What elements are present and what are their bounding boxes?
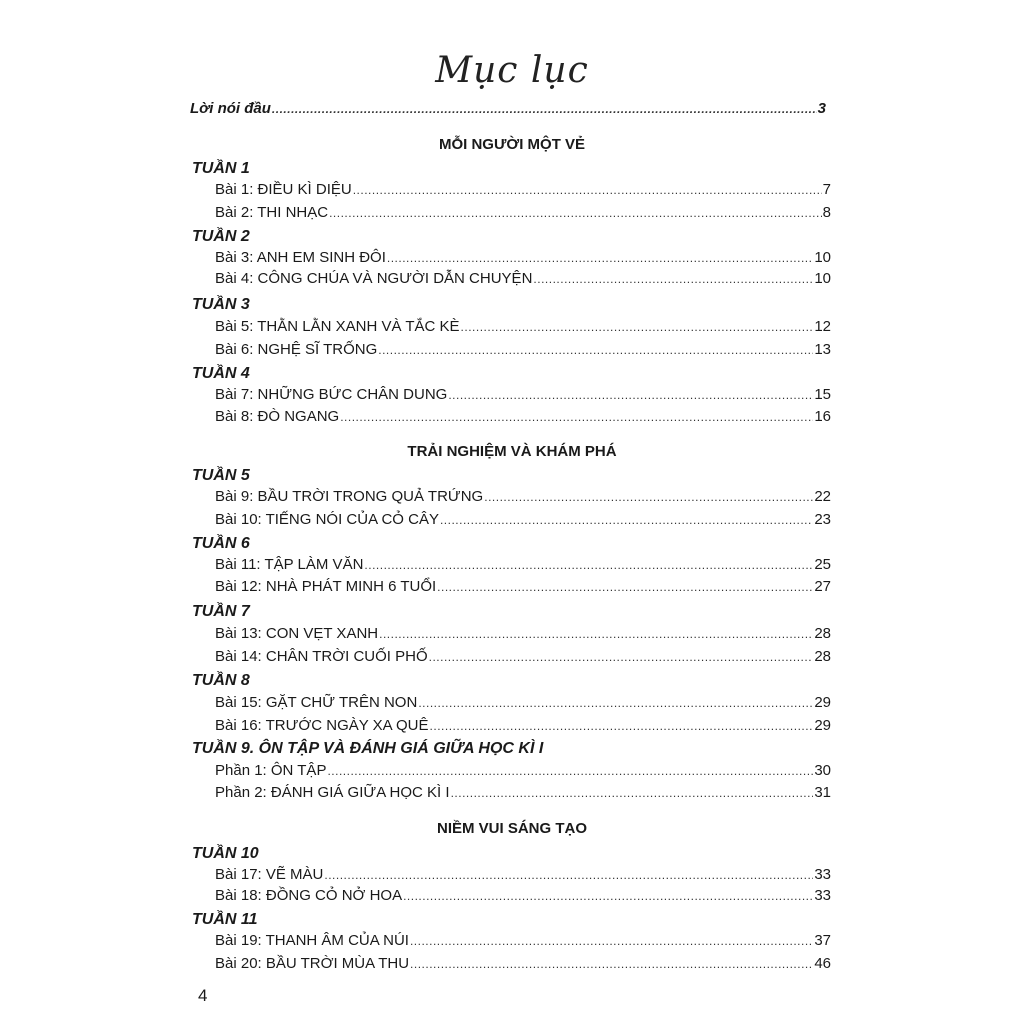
entry-page: 28 xyxy=(814,625,831,642)
entry-label: Bài 8: ĐÒ NGANG xyxy=(215,408,340,425)
toc-entry[interactable] xyxy=(215,556,831,573)
entry-page: 16 xyxy=(814,408,831,425)
entry-label: Bài 6: NGHỆ SĨ TRỐNG xyxy=(215,341,378,358)
dot-leader xyxy=(430,719,814,733)
toc-entry[interactable] xyxy=(215,955,831,972)
toc-entry[interactable] xyxy=(215,932,831,949)
entry-page: 37 xyxy=(814,932,831,949)
dot-leader xyxy=(440,513,813,527)
entry-page: 30 xyxy=(814,762,831,779)
toc-title: Mục lục xyxy=(435,50,589,91)
entry-page: 8 xyxy=(822,204,831,221)
entry-page: 22 xyxy=(814,488,831,505)
dot-leader xyxy=(418,696,813,710)
entry-page: 33 xyxy=(814,866,831,883)
toc-entry[interactable] xyxy=(215,488,831,505)
entry-label: Bài 12: NHÀ PHÁT MINH 6 TUỔI xyxy=(215,578,437,595)
toc-entry[interactable] xyxy=(215,717,831,734)
week-heading: TUẦN 6 xyxy=(192,535,250,552)
toc-entry[interactable] xyxy=(215,784,831,801)
entry-label: Bài 10: TIẾNG NÓI CỦA CỎ CÂY xyxy=(215,511,439,528)
entry-page: 13 xyxy=(814,341,831,358)
toc-entry[interactable] xyxy=(215,625,831,642)
dot-leader xyxy=(272,102,817,116)
week-heading: TUẦN 8 xyxy=(192,672,250,689)
week-heading: TUẦN 7 xyxy=(192,603,250,620)
dot-leader xyxy=(448,388,813,402)
entry-label: Bài 4: CÔNG CHÚA VÀ NGƯỜI DẪN CHUYỆN xyxy=(215,270,533,287)
entry-page: 29 xyxy=(814,694,831,711)
dot-leader xyxy=(378,343,813,357)
toc-entry[interactable] xyxy=(215,866,831,883)
toc-entry[interactable] xyxy=(215,204,831,221)
toc-entry[interactable] xyxy=(215,318,831,335)
entry-label: Bài 17: VẼ MÀU xyxy=(215,866,324,883)
entry-page: 46 xyxy=(814,955,831,972)
entry-label: Bài 13: CON VẸT XANH xyxy=(215,625,379,642)
entry-page: 7 xyxy=(822,181,831,198)
dot-leader xyxy=(379,627,813,641)
dot-leader xyxy=(403,889,813,903)
entry-label: Bài 18: ĐỒNG CỎ NỞ HOA xyxy=(215,887,403,904)
entry-label: Bài 7: NHỮNG BỨC CHÂN DUNG xyxy=(215,386,448,403)
entry-label: Bài 15: GẶT CHỮ TRÊN NON xyxy=(215,694,418,711)
dot-leader xyxy=(324,868,813,882)
page-number: 4 xyxy=(198,986,208,1005)
toc-entry[interactable] xyxy=(215,578,831,595)
entry-page: 25 xyxy=(814,556,831,573)
entry-label: Bài 1: ĐIỀU KÌ DIỆU xyxy=(215,181,352,198)
toc-entry[interactable] xyxy=(215,386,831,403)
toc-entry[interactable] xyxy=(215,270,831,287)
dot-leader xyxy=(340,410,813,424)
toc-entry[interactable] xyxy=(215,341,831,358)
toc-entry[interactable] xyxy=(215,762,831,779)
dot-leader xyxy=(461,320,814,334)
entry-page: 10 xyxy=(814,270,831,287)
entry-label: Bài 16: TRƯỚC NGÀY XA QUÊ xyxy=(215,717,429,734)
dot-leader xyxy=(533,272,813,286)
entry-page: 3 xyxy=(817,100,826,117)
week-heading: TUẦN 9. ÔN TẬP VÀ ĐÁNH GIÁ GIỮA HỌC KÌ I xyxy=(192,740,544,757)
entry-page: 23 xyxy=(814,511,831,528)
entry-page: 27 xyxy=(814,578,831,595)
week-heading: TUẦN 2 xyxy=(192,228,250,245)
toc-entry[interactable] xyxy=(215,408,831,425)
week-heading: TUẦN 10 xyxy=(192,845,259,862)
entry-label: Lời nói đầu xyxy=(190,100,271,117)
week-heading: TUẦN 11 xyxy=(192,911,258,928)
entry-label: Bài 2: THI NHẠC xyxy=(215,204,329,221)
dot-leader xyxy=(451,786,814,800)
section-heading: NIỀM VUI SÁNG TẠO xyxy=(436,820,587,837)
entry-page: 10 xyxy=(814,249,831,266)
entry-label: Phần 1: ÔN TẬP xyxy=(215,762,327,779)
section-heading: MỖI NGƯỜI MỘT VẺ xyxy=(438,136,586,153)
entry-label: Phần 2: ĐÁNH GIÁ GIỮA HỌC KÌ I xyxy=(215,784,450,801)
entry-label: Bài 5: THẰN LẰN XANH VÀ TẮC KÈ xyxy=(215,318,460,335)
entry-page: 12 xyxy=(814,318,831,335)
section-heading: TRẢI NGHIỆM VÀ KHÁM PHÁ xyxy=(407,443,617,460)
dot-leader xyxy=(327,764,813,778)
toc-entry[interactable] xyxy=(215,181,831,198)
dot-leader xyxy=(484,490,813,504)
week-heading: TUẦN 3 xyxy=(192,296,250,313)
toc-entry[interactable] xyxy=(215,694,831,711)
dot-leader xyxy=(329,206,822,220)
entry-label: Bài 11: TẬP LÀM VĂN xyxy=(215,556,364,573)
toc-entry[interactable] xyxy=(215,249,831,266)
entry-label: Bài 3: ANH EM SINH ĐÔI xyxy=(215,249,386,266)
dot-leader xyxy=(429,650,814,664)
entry-label: Bài 20: BẦU TRỜI MÙA THU xyxy=(215,955,410,972)
entry-label: Bài 14: CHÂN TRỜI CUỐI PHỐ xyxy=(215,648,428,665)
week-heading: TUẦN 5 xyxy=(192,467,250,484)
entry-label: Bài 9: BẦU TRỜI TRONG QUẢ TRỨNG xyxy=(215,488,484,505)
toc-entry-preface[interactable] xyxy=(190,100,826,117)
toc-entry[interactable] xyxy=(215,648,831,665)
week-heading: TUẦN 1 xyxy=(192,160,250,177)
entry-page: 28 xyxy=(814,648,831,665)
dot-leader xyxy=(353,183,822,197)
entry-page: 15 xyxy=(814,386,831,403)
entry-label: Bài 19: THANH ÂM CỦA NÚI xyxy=(215,932,409,949)
toc-entry[interactable] xyxy=(215,511,831,528)
week-heading: TUẦN 4 xyxy=(192,365,250,382)
entry-page: 33 xyxy=(814,887,831,904)
dot-leader xyxy=(387,251,813,265)
entry-page: 29 xyxy=(814,717,831,734)
dot-leader xyxy=(410,934,813,948)
dot-leader xyxy=(437,580,813,594)
dot-leader xyxy=(410,957,813,971)
entry-page: 31 xyxy=(814,784,831,801)
dot-leader xyxy=(364,558,813,572)
toc-entry[interactable] xyxy=(215,887,831,904)
